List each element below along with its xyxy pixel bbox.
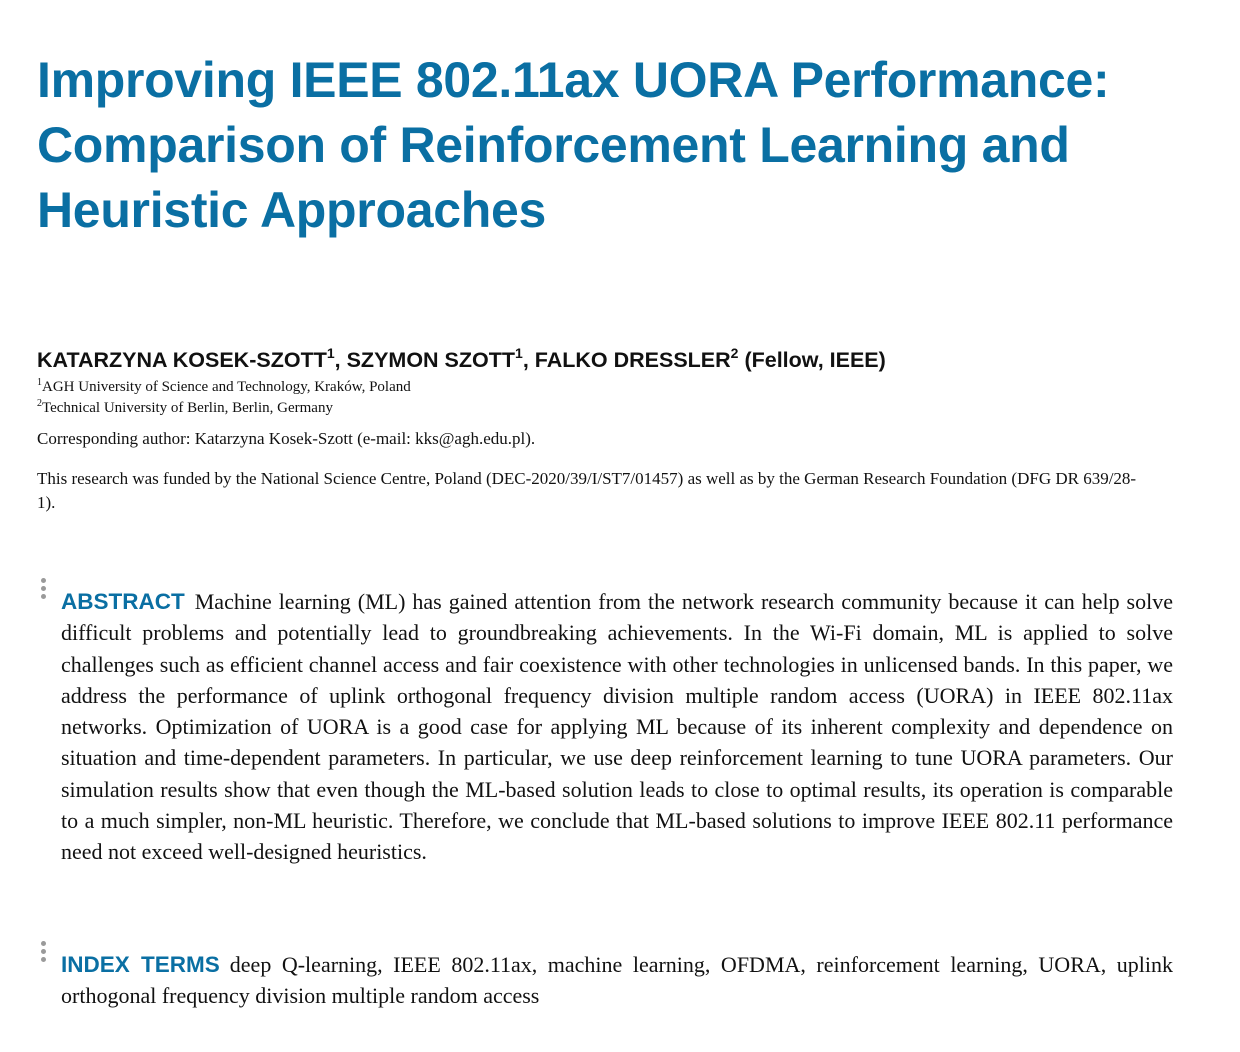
abstract-section [61,586,1173,868]
handle-dot [41,578,46,583]
paper-title: Improving IEEE 802.11ax UORA Performance: Comparison of Reinforcement Learning and Heuristic Approaches [37,52,1110,238]
affiliation-2 [37,398,333,418]
author-name: FALKO DRESSLER [534,348,731,372]
author-affiliation-mark: 1 [515,345,523,361]
index-terms-section [61,949,1173,1012]
author-list [37,346,886,374]
author-separator: , [522,348,535,372]
author-name: KATARZYNA KOSEK-SZOTT [37,348,327,372]
funding-note: This research was funded by the National Science Centre, Poland (DEC-2020/39/I/ST7/01457) as well as by the German Research Foundation (DFG DR 639/28-1). [37,469,1137,512]
handle-dot [41,594,46,599]
author-title-suffix: (Fellow, IEEE) [738,348,886,372]
index-terms-label: INDEX TERMS [61,952,220,977]
author-affiliation-mark: 1 [326,345,335,361]
abstract-text: Machine learning (ML) has gained attention from the network research community because it can help solve difficult problems and potentially lead to groundbreaking achievements. In the Wi-Fi domain, ML is applied to solve challenges such as efficient channel access and fair coexistence with other technologies in unlicensed bands. In this paper, we address the performance of uplink orthogonal frequency division multiple random access (UORA) in IEEE 802.11ax networks. Optimization of UORA is a good case for applying ML because of its inherent complexity and dependence on situation and time-dependent parameters. In particular, we use deep reinforcement learning to tune UORA parameters. Our simulation results show that even though the ML-based solution leads to close to optimal results, its operation is comparable to a much simpler, non-ML heuristic. Therefore, we conclude that ML-based solutions to improve IEEE 802.11 performance need not exceed well-designed heuristics. [61,589,1173,865]
author-separator: , [334,348,347,372]
drag-handle-icon[interactable] [39,578,47,599]
affiliation-mark: 2 [37,398,42,409]
handle-dot [41,957,46,962]
affiliation-1 [37,377,411,397]
corresponding-author: Corresponding author: Katarzyna Kosek-Szott (e-mail: kks@agh.edu.pl). [37,429,536,448]
author-name: SZYMON SZOTT [346,348,516,372]
handle-dot [41,941,46,946]
author-affiliation-mark: 2 [730,345,739,361]
handle-dot [41,586,46,591]
affiliation-mark: 1 [37,377,42,388]
affiliation-text: Technical University of Berlin, Berlin, Germany [42,400,333,416]
abstract-label: ABSTRACT [61,589,185,614]
index-terms-text: deep Q-learning, IEEE 802.11ax, machine learning, OFDMA, reinforcement learning, UORA, uplink orthogonal frequency division multiple random access [61,952,1173,1009]
affiliation-text: AGH University of Science and Technology, Kraków, Poland [42,379,411,395]
handle-dot [41,949,46,954]
drag-handle-icon[interactable] [39,941,47,962]
